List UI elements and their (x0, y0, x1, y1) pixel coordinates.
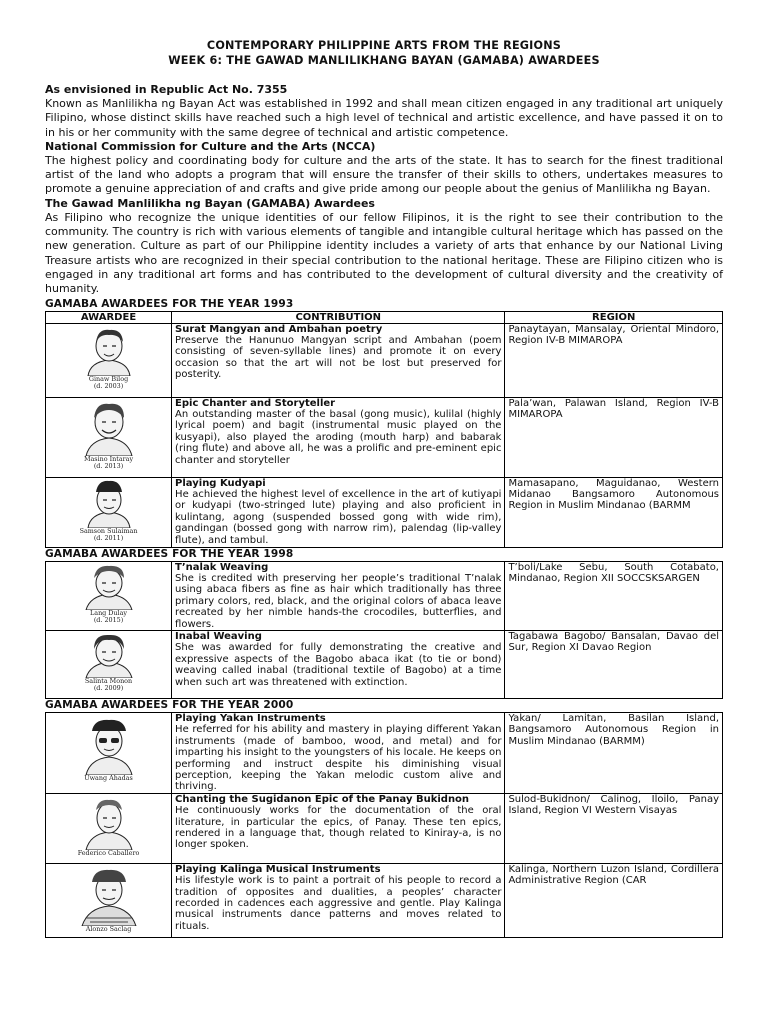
region-cell: Yakan/ Lamitan, Basilan Island, Bangsamoro Autonomous Region in Muslim Mindanao (BARMM) (505, 713, 723, 794)
awardee-name: Ginaw Bilog (88, 374, 129, 383)
awardees-table (45, 712, 723, 938)
contribution-title: Surat Mangyan and Ambahan poetry (175, 323, 383, 335)
column-header-contribution: CONTRIBUTION (172, 311, 505, 323)
contribution-description: She is credited with preserving her people’s traditional T’nalak using abaca fibers as fine as hair which traditionally has three primary colors, red, black, and the original colors of abaca leave recreated by her nimble hands-the crocodiles, butterflies, and flowers. (175, 572, 502, 630)
region-cell: Pala’wan, Palawan Island, Region IV-B MIMAROPA (505, 397, 723, 477)
contribution-description: His lifestyle work is to paint a portrait of his people to record a tradition of opposites and dualities, a peoples’ character recorded in cadences each aggressive and gentle. Play Kalinga musical instruments dance patterns and moves related to rituals. (175, 875, 502, 932)
table-row (46, 477, 723, 547)
table-row (46, 323, 723, 397)
contribution-cell (172, 561, 505, 630)
year-group-heading: GAMABA AWARDEES FOR THE YEAR 1998 (45, 547, 294, 560)
contribution-cell (172, 323, 505, 397)
awardee-name: Lang Dulay (90, 608, 128, 617)
portrait-illustration (72, 864, 146, 926)
section-paragraph: As Filipino who recognize the unique identities of our fellow Filipinos, it is the right to see their contribution to the community. The country is rich with various elements of tangible and intangible cultural heritage which has passed on the new generation. Culture as part of our Philippine identity includes a variety of arts that enhance by our National Living Treasure artists who are recognized in their special contribution to the national heritage. These are Filipino citizen who is engaged in any traditional art forms and has contributed to the development of cultural diversity and the creativity of humanity. (45, 210, 723, 296)
awardees-table (45, 311, 723, 548)
year-group-heading: GAMABA AWARDEES FOR THE YEAR 2000 (45, 699, 294, 711)
table-row (46, 397, 723, 477)
awardee-cell (46, 561, 172, 630)
awardee-name: Samson Sulaiman (79, 526, 138, 535)
portrait-illustration (74, 478, 144, 528)
region-cell: T’boli/Lake Sebu, South Cotabato, Mindanao, Region XII SOCCSKSARGEN (505, 561, 723, 630)
awardee-name: Federico Caballero (77, 848, 140, 857)
region-cell: Mamasapano, Maguidanao, Western Midanao Bangsamoro Autonomous Region in Muslim Mindanao (BARMM (505, 477, 723, 547)
contribution-cell (172, 793, 505, 863)
contribution-description: He achieved the highest level of excellence in the art of kutiyapi or kudyapi (two-stringed lute) playing and also proficient in kulintang, agong (suspended bossed gong with wide rim), gandingan (bossed gong with narrow rim), palendag (lip-valley flute), and tambul. (175, 488, 502, 546)
awardee-death-year: (d. 2015) (93, 615, 124, 624)
contribution-description: He referred for his ability and mastery in playing different Yakan instruments (made of bamboo, wood, and metal) and for imparting his insight to the youngsters of his locale. He keeps on performing and instruct despite his diminishing visual perception, keeping the Yakan melodic custom alive and thriving. (175, 724, 502, 793)
awardee-cell (46, 631, 172, 699)
contribution-cell (172, 713, 505, 794)
document-subtitle: WEEK 6: THE GAWAD MANLILIKHANG BAYAN (GAMABA) AWARDEES (168, 54, 600, 67)
contribution-title: Chanting the Sugidanon Epic of the Panay Bukidnon (175, 793, 470, 805)
awardee-death-year: (d. 2011) (93, 533, 124, 542)
contribution-description: He continuously works for the documentation of the oral literature, in particular the epics, of Panay. These ten epics, rendered in a language that, though related to Kiniray-a, is no longer spoken. (175, 805, 502, 851)
document-page (45, 38, 723, 938)
contribution-title: Playing Kalinga Musical Instruments (175, 863, 381, 875)
awardees-table (45, 561, 723, 699)
contribution-cell (172, 631, 505, 699)
region-cell: Tagabawa Bagobo/ Bansalan, Davao del Sur, Region XI Davao Region (505, 631, 723, 699)
awardee-name: Uwang Ahadas (84, 774, 133, 782)
portrait-illustration (74, 713, 144, 775)
awardee-cell (46, 477, 172, 547)
awardee-name: Alonzo Saclag (85, 924, 132, 933)
contribution-cell (172, 397, 505, 477)
contribution-title: T’nalak Weaving (175, 561, 269, 573)
contribution-title: Playing Kudyapi (175, 477, 266, 489)
awardee-cell (46, 793, 172, 863)
region-cell: Kalinga, Northern Luzon Island, Cordillera Administrative Region (CAR (505, 863, 723, 937)
portrait-illustration (74, 631, 144, 678)
section-paragraph: Known as Manlilikha ng Bayan Act was established in 1992 and shall mean citizen engaged in any traditional art uniquely Filipino, whose distinct skills have reached such a high level of technical and artistic excellence, and have passed it on to in his or her community with the same degree of technical and artistic competence. (45, 97, 723, 139)
awardee-death-year: (d. 2003) (93, 381, 124, 390)
table-row (46, 631, 723, 699)
portrait-illustration (74, 794, 144, 850)
contribution-cell (172, 863, 505, 937)
column-header-awardee: AWARDEE (46, 311, 172, 323)
awardee-death-year: (d. 2013) (93, 461, 124, 470)
table-row (46, 863, 723, 937)
table-row (46, 561, 723, 630)
region-cell: Panaytayan, Mansalay, Oriental Mindoro, Region IV-B MIMAROPA (505, 323, 723, 397)
section-heading: As envisioned in Republic Act No. 7355 (45, 83, 288, 96)
table-row (46, 793, 723, 863)
contribution-description: Preserve the Hanunuo Mangyan script and Ambahan (poem consisting of seven-syllable lines) and promote it on every occasion so that the art will not be lost but preserved for posterity. (175, 334, 502, 381)
section-paragraph: The highest policy and coordinating body for culture and the arts of the state. It has to search for the finest traditional artist of the land who adopts a program that will ensure the transfer of their skills to others, undertakes measures to promote a genuine appreciation of and crafts and give pride among our people about the genius of Manlilikha ng Bayan. (45, 153, 723, 196)
table-row (46, 713, 723, 794)
awardee-name: Masino Intaray (83, 454, 134, 463)
portrait-illustration (74, 398, 144, 456)
year-group-heading: GAMABA AWARDEES FOR THE YEAR 1993 (45, 297, 294, 310)
contribution-title: Epic Chanter and Storyteller (175, 397, 336, 409)
awardee-cell (46, 863, 172, 937)
column-header-region: REGION (505, 311, 723, 323)
contribution-title: Inabal Weaving (175, 631, 262, 642)
contribution-cell (172, 477, 505, 547)
awardee-cell (46, 323, 172, 397)
awardee-cell (46, 713, 172, 794)
awardee-death-year: (d. 2009) (93, 684, 124, 692)
contribution-description: She was awarded for fully demonstrating the creative and expressive aspects of the Bagobo abaca ikat (to tie or bond) weaving called inabal (traditional textile of Bagobo) at a time when such art was threatened with extinction. (175, 642, 502, 688)
contribution-description: An outstanding master of the basal (gong music), kulilal (highly lyrical poem) and bagit (instrumental music played on the kusyapi), also played the aroding (mouth harp) and babarak (ring flute) and above all, he was a prolific and pre-eminent epic chanter and storyteller (175, 408, 502, 466)
section-heading: The Gawad Manlilikha ng Bayan (GAMABA) Awardees (45, 196, 375, 210)
portrait-illustration (74, 324, 144, 376)
awardee-name: Salinta Monon (84, 677, 133, 685)
table-header-row (46, 311, 723, 323)
awardee-cell (46, 397, 172, 477)
contribution-title: Playing Yakan Instruments (175, 713, 326, 724)
region-cell: Sulod-Bukidnon/ Calinog, Iloilo, Panay Island, Region VI Western Visayas (505, 793, 723, 863)
portrait-illustration (74, 562, 144, 610)
section-heading: National Commission for Culture and the Arts (NCCA) (45, 139, 376, 153)
document-title: CONTEMPORARY PHILIPPINE ARTS FROM THE REGIONS (206, 39, 562, 52)
